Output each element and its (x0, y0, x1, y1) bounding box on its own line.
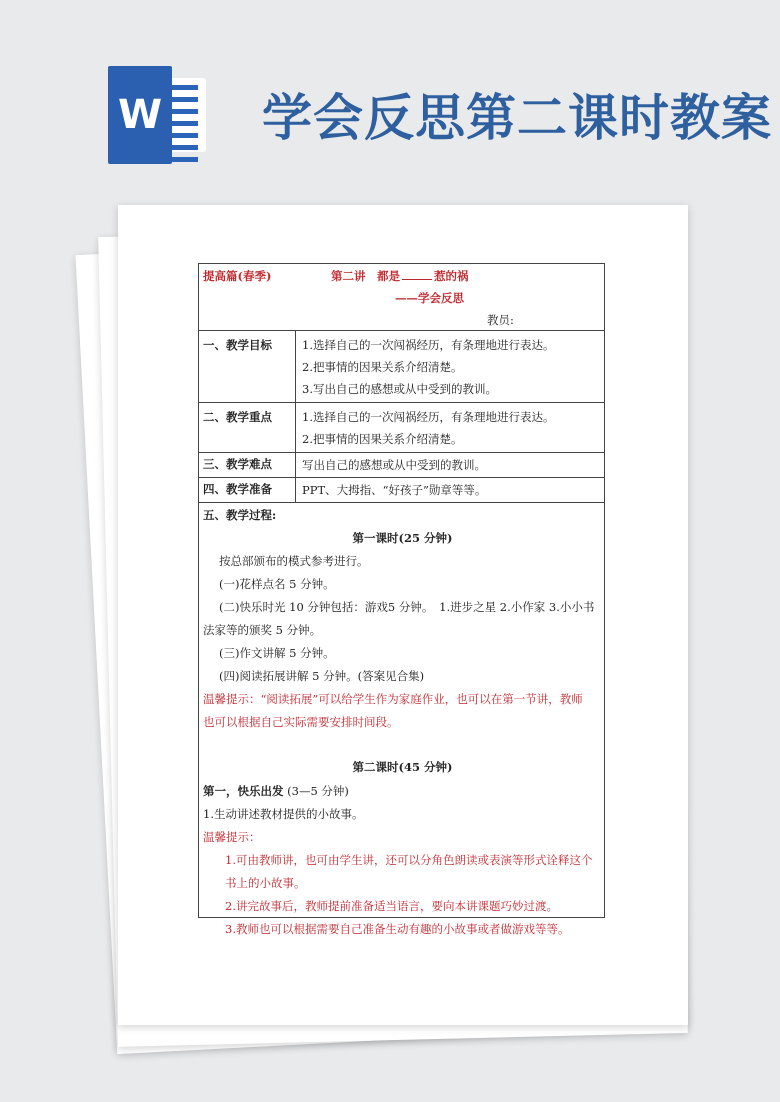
lesson1-line: (二)快乐时光 10 分钟包括：游戏5 分钟。 1.进步之星 2.小作家 3.小小书 (219, 600, 595, 614)
lecture-subtitle: ——学会反思 (395, 291, 464, 305)
section-row (199, 331, 605, 403)
lecture-title-suffix: 惹的祸 (434, 269, 469, 283)
word-icon (108, 66, 208, 164)
tip2-line: 2.讲完故事后，教师提前准备适当语言，要向本讲课题巧妙过渡。 (225, 899, 558, 913)
part1-time: (3—5 分钟) (287, 784, 349, 798)
lesson2-title: 第二课时(45 分钟) (352, 760, 453, 774)
lecture-title (331, 268, 469, 284)
lesson1-line: 法家等的颁奖 5 分钟。 (203, 623, 322, 637)
part1-line: 1.生动讲述教材提供的小故事。 (203, 807, 364, 821)
tip2-label: 温馨提示： (203, 830, 261, 844)
section-label: 三、教学难点 (199, 453, 296, 478)
teaching-process (199, 503, 605, 936)
tip2-line: 3.教师也可以根据需要自己准备生动有趣的小故事或者做游戏等等。 (225, 922, 570, 936)
section-item: 3.写出自己的感想或从中受到的教训。 (302, 382, 497, 396)
word-icon-letter: W (108, 66, 172, 164)
lesson1-line: 按总部颁布的模式参考进行。 (219, 554, 369, 568)
lecture-title-prefix: 第二讲 都是 (331, 269, 400, 283)
term-label: 提高篇(春季) (203, 269, 272, 283)
banner-title: 学会反思第二课时教案 (262, 89, 772, 147)
part1-title: 第一，快乐出发 (203, 784, 284, 798)
section-label: 四、教学准备 (199, 478, 296, 503)
document-page (118, 205, 688, 1025)
section-item: 2.把事情的因果关系介绍清楚。 (302, 360, 463, 374)
lecture-title-blank (402, 268, 432, 280)
table-header (199, 264, 605, 331)
lesson1-title: 第一课时(25 分钟) (352, 531, 453, 545)
section-item: PPT、大拇指、“好孩子”勋章等等。 (302, 483, 487, 497)
tip2-line: 书上的小故事。 (225, 876, 306, 890)
section-row (199, 453, 605, 478)
tip2-line: 1.可由教师讲，也可由学生讲，还可以分角色朗读或表演等形式诠释这个 (225, 853, 593, 867)
lesson1-line: (三)作文讲解 5 分钟。 (219, 646, 335, 660)
section-row (199, 478, 605, 503)
section-item: 1.选择自己的一次闯祸经历，有条理地进行表达。 (302, 410, 555, 424)
tip1-line: 温馨提示：“阅读拓展”可以给学生作为家庭作业，也可以在第一节讲，教师 (203, 692, 583, 706)
tip1-line: 也可以根据自己实际需要安排时间段。 (203, 715, 399, 729)
teacher-label: 教员: (487, 313, 514, 327)
lesson-plan-table (198, 263, 605, 936)
section-label: 一、教学目标 (199, 331, 296, 403)
section-label: 二、教学重点 (199, 403, 296, 453)
section-item: 写出自己的感想或从中受到的教训。 (302, 458, 486, 472)
section-item: 1.选择自己的一次闯祸经历，有条理地进行表达。 (302, 338, 555, 352)
section-row (199, 403, 605, 453)
process-label: 五、教学过程: (203, 508, 277, 522)
banner (0, 0, 780, 200)
lesson1-line: (四)阅读拓展讲解 5 分钟。(答案见合集) (219, 669, 425, 683)
part1-heading (203, 783, 349, 799)
lesson1-line: (一)花样点名 5 分钟。 (219, 577, 335, 591)
section-item: 2.把事情的因果关系介绍清楚。 (302, 432, 463, 446)
